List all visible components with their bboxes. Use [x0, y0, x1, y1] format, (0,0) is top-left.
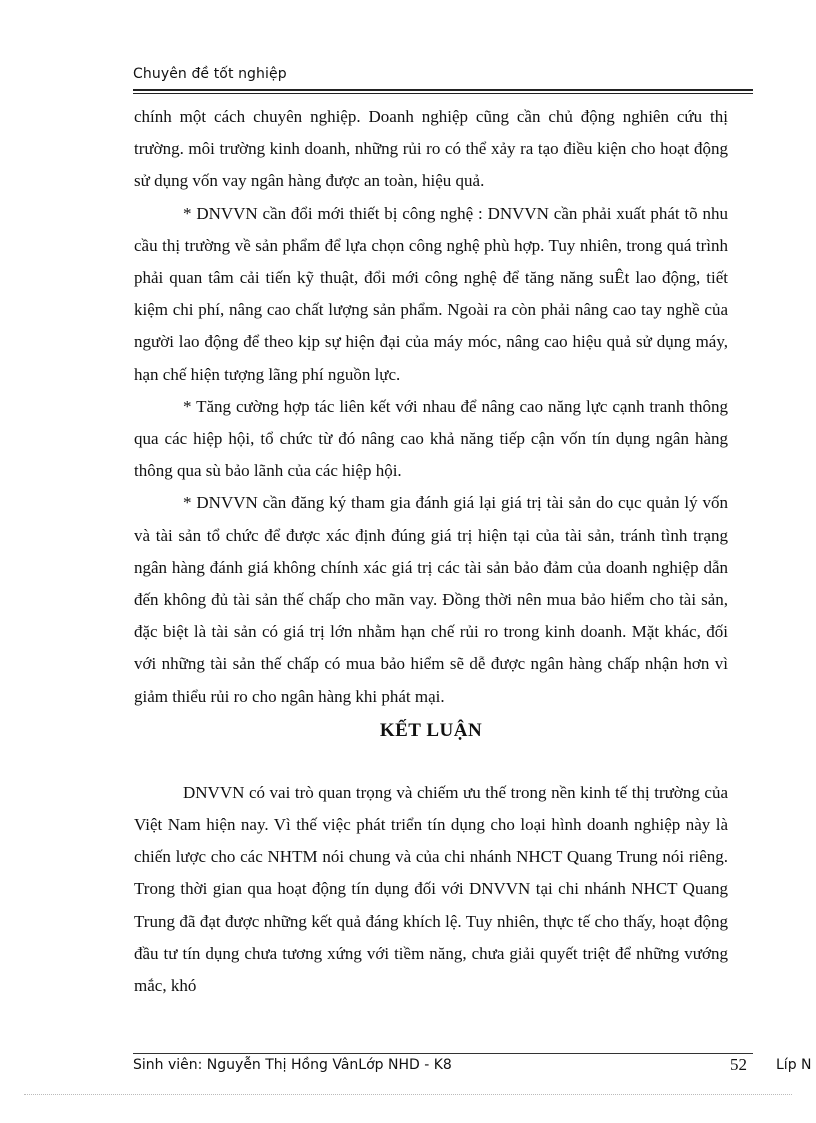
page-edge-divider	[24, 1094, 792, 1095]
paragraph-asset-valuation: * DNVVN cần đăng ký tham gia đánh giá lại giá trị tài sản do cục quản lý vốn và tài sản tổ chức để được xác định đúng giá trị hiện tại của tài sản, tránh tình trạng ngân hàng đánh giá không chính xác giá trị các tài sản bảo đảm của doanh nghiệp dẫn đến không đủ tài sản thế chấp cho mãn vay. Đồng thời nên mua bảo hiểm cho tài sản, đặc biệt là tài sản có giá trị lớn nhằm hạn chế rủi ro trong kinh doanh. Mặt khác, đối với những tài sản thế chấp có mua bảo hiểm sẽ dễ được ngân hàng chấp nhận hơn vì giảm thiểu rủi ro cho ngân hàng khi phát mại.	[134, 493, 728, 706]
footer-student: Sinh viên: Nguyễn Thị Hồng VânLớp NHD - K8	[133, 1057, 452, 1073]
footer-class: Líp N	[776, 1057, 812, 1073]
paragraph-conclusion: DNVVN có vai trò quan trọng và chiếm ưu thế trong nền kinh tế thị trường của Việt Nam hiện nay. Vì thế việc phát triển tín dụng cho loại hình doanh nghiệp này là chiến lược cho các NHTM nói chung và của chi nhánh NHCT Quang Trung nói riêng. Trong thời gian qua hoạt động tín dụng đối với DNVVN tại chi nhánh NHCT Quang Trung đã đạt được những kết quả đáng khích lệ. Tuy nhiên, thực tế cho thấy, hoạt động đầu tư tín dụng chưa tương xứng với tiềm năng, chưa giải quyết triệt để những vướng mắc, khó	[134, 782, 728, 996]
document-body	[134, 101, 728, 1002]
header-rule-thick	[133, 89, 753, 91]
page-number: 52	[730, 1055, 747, 1074]
paragraph-cooperation: * Tăng cường hợp tác liên kết với nhau để nâng cao năng lực cạnh tranh thông qua các hiệp hội, tổ chức từ đó nâng cao khả năng tiếp cận vốn tín dụng ngân hàng thông qua sù bảo lãnh của các hiệp hội.	[134, 396, 728, 481]
paragraph-continuation: chính một cách chuyên nghiệp. Doanh nghiệp cũng cần chủ động nghiên cứu thị trường. môi trường kinh doanh, những rủi ro có thể xảy ra tạo điều kiện cho hoạt động sử dụng vốn vay ngân hàng được an toàn, hiệu quả.	[134, 107, 728, 191]
header-title: Chuyên đề tốt nghiệp	[133, 66, 287, 82]
section-heading: KẾT LUẬN	[379, 719, 483, 741]
page-header	[133, 64, 753, 92]
header-rule-thin	[133, 93, 753, 94]
paragraph-technology: * DNVVN cần đổi mới thiết bị công nghệ : DNVVN cần phải xuất phát tõ nhu cầu thị trường về sản phẩm để lựa chọn công nghệ phù hợp. Tuy nhiên, trong quá trình phải quan tâm cải tiến kỹ thuật, đổi mới công nghệ để tăng năng suÊt lao động, tiết kiệm chi phí, nâng cao chất lượng sản phẩm. Ngoài ra còn phải nâng cao tay nghề của người lao động để theo kịp sự hiện đại của máy móc, nâng cao hiệu quả sử dụng máy, hạn chế hiện tượng lãng phí nguồn lực.	[134, 203, 728, 384]
footer-rule	[133, 1053, 753, 1054]
